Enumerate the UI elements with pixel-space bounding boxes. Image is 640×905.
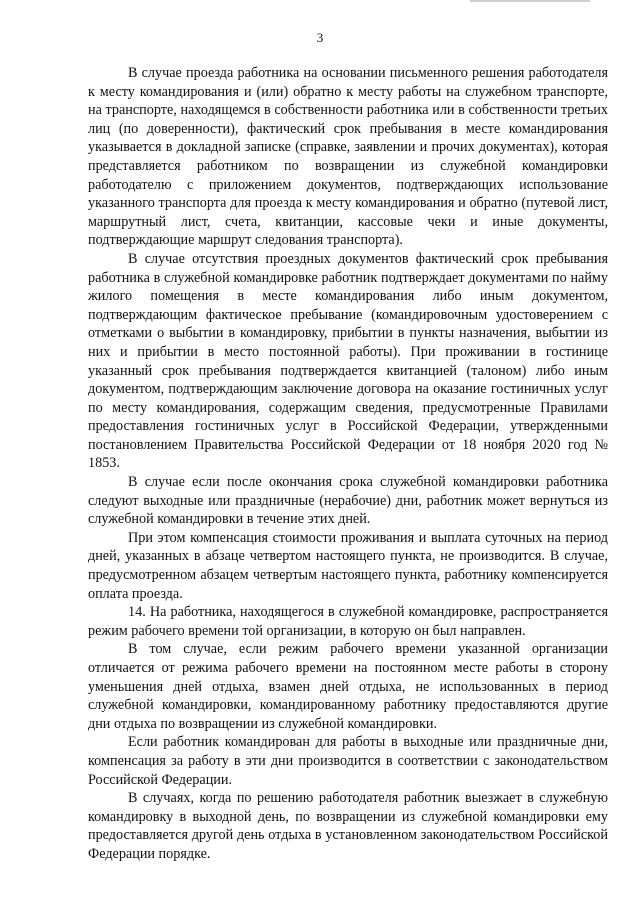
paragraph-weekend-return: В случае если после окончания срока служебной командировки работника следуют выходные или праздничные (нерабочие) дни, работник может вернуться из служебной командировки в течение этих дней. bbox=[88, 474, 608, 528]
paragraph-holiday-work: Если работник командирован для работы в выходные или праздничные дни, компенсация за работу в эти дни производится в соответствии с законодательством Российской Федерации. bbox=[88, 734, 608, 788]
paragraph-no-travel-documents: В случае отсутствия проездных документов фактический срок пребывания работника в служебной командировке работник подтверждает документами по найму жилого помещения в месте командирования либо иным документом, подтверждающим фактическое пребывание (командировочным удостоверением с отметками о выбытии в командировку, прибытии в пункты назначения, выбытии из них и прибытии в место постоянной работы). При проживании в гостинице указанный срок пребывания подтверждается квитанцией (талоном) либо иным документом, подтверждающим заключение договора на оказание гостиничных услуг по месту командирования, содержащим сведения, предусмотренные Правилами предоставления гостиничных услуг в Российской Федерации, утвержденными постановлением Правительства Российской Федерации от 18 ноября 2020 год № 1853. bbox=[88, 250, 608, 472]
page-number: 3 bbox=[316, 30, 324, 45]
paragraph-rest-days: В том случае, если режим рабочего времени указанной организации отличается от режима рабочего времени на постоянном месте работы в сторону уменьшения дней отдыха, взамен дней отдыха, не использованных в период служебной командировки, командированному работнику предоставляются другие дни отдыха по возвращении из служебной командировки. bbox=[88, 641, 608, 732]
paragraph-compensation-note: При этом компенсация стоимости проживания и выплата суточных на период дней, указанных в абзаце четвертом настоящего пункта, не производится. В случае, предусмотренном абзацем четвертым настоящего пункта, работнику компенсируется оплата проезда. bbox=[88, 529, 608, 602]
document-body bbox=[88, 64, 608, 864]
scan-edge-mark bbox=[470, 0, 590, 2]
paragraph-day-off-departure: В случаях, когда по решению работодателя работник выезжает в служебную командировку в выходной день, по возвращении из служебной командировки ему предоставляется другой день отдыха в установленном законодательством Российской Федерации порядке. bbox=[88, 790, 608, 862]
paragraph-clause-14: 14. На работника, находящегося в служебной командировке, распространяется режим рабочего времени той организации, в которую он был направлен. bbox=[88, 604, 608, 639]
paragraph-transport-own-vehicle: В случае проезда работника на основании письменного решения работодателя к месту командирования и (или) обратно к месту работы на служебном транспорте, на транспорте, находящемся в собственности работника или в собственности третьих лиц (по доверенности), фактический срок пребывания в месте командирования указывается в докладной записке (справке, заявлении и прочих документах), которая представляется работником по возвращении из служебной командировки работодателю с приложением документов, подтверждающих использование указанного транспорта для проезда к месту командирования и обратно (путевой лист, маршрутный лист, счета, квитанции, кассовые чеки и иные документы, подтверждающие маршрут следования транспорта). bbox=[88, 65, 608, 249]
